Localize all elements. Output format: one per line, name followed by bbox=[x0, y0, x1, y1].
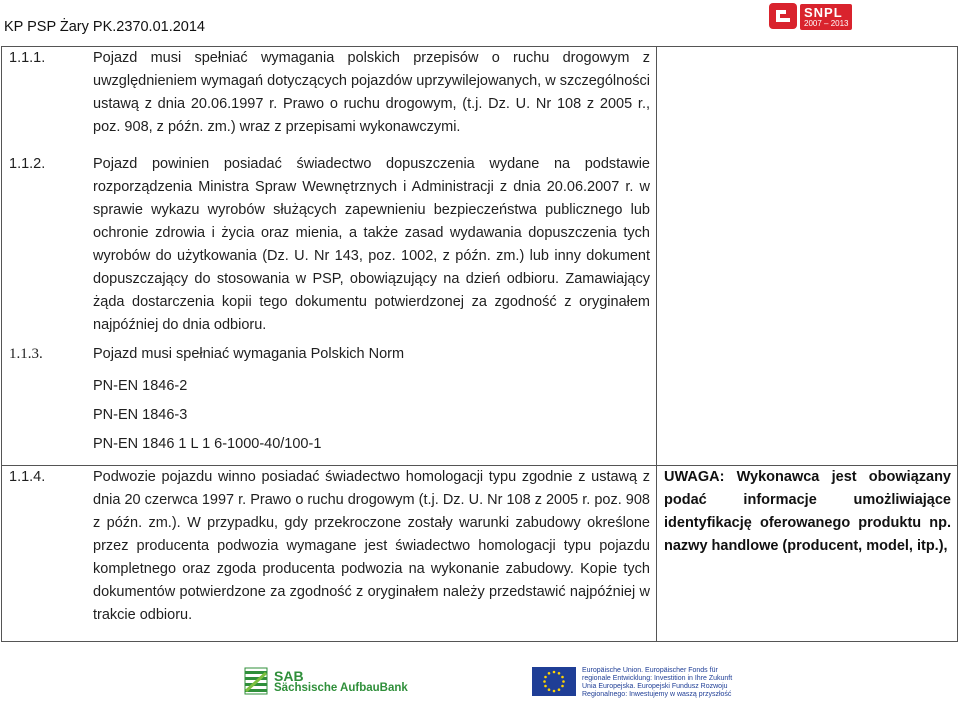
note-cell bbox=[657, 466, 958, 642]
eu-caption-line: Unia Europejska. Europejski Fundusz Rozwoju bbox=[582, 683, 728, 690]
standard-item: PN-EN 1846 1 L 1 6-1000-40/100-1 bbox=[93, 436, 322, 452]
item-text: Pojazd musi spełniać wymagania polskich przepisów o ruchu drogowym z uwzględnieniem wymagań dotyczących pojazdów uprzywilejowanych, w szczególności ustawą z dnia 20.06.1997 r. Prawo o ruchu drogowym, (t.j. Dz. U. Nr 108 z 2005 r., poz. 908, z późn. zm.) wraz z przepisami wykonawczymi. bbox=[93, 50, 650, 135]
requirements-table bbox=[1, 46, 958, 642]
eu-caption-line: Europäische Union. Europäischer Fonds für bbox=[582, 667, 718, 674]
document-reference: KP PSP Żary PK.2370.01.2014 bbox=[4, 19, 205, 35]
note-cell-empty bbox=[657, 47, 958, 466]
snpl-name: SNPL bbox=[804, 5, 843, 20]
item-text: Podwozie pojazdu winno posiadać świadectwo homologacji typu zgodnie z ustawą z dnia 20 czerwca 1997 r. Prawo o ruchu drogowym (t.j. Dz. U. Nr 108 z 2005 r. poz. 908 z późn. zm.). W przypadku, gdy przekroczone zostały warunki zabudowy określone przez producenta podwozia wymagane jest świadectwo homologacji typu pojazdu kompletnego oraz zgoda producenta podwozia na wykonanie zabudowy. Kopie tych dokumentów potwierdzone za zgodność z oryginałem należy przedstawić najpóźniej w trakcie odbioru. bbox=[93, 469, 650, 623]
eu-flag-icon bbox=[532, 667, 576, 696]
eu-logo bbox=[532, 667, 733, 698]
snpl-logo bbox=[768, 2, 854, 32]
table-row bbox=[2, 47, 958, 466]
item-text: Pojazd powinien posiadać świadectwo dopuszczenia wydane na podstawie rozporządzenia Ministra Spraw Wewnętrznych i Administracji z dnia 20.06.2007 r. w sprawie wykazu wyrobów służących zapewnieniu bezpieczeństwa publicznego lub ochronie zdrowia i życia oraz mienia, a także zasad wydawania dopuszczenia tych wyrobów do użytkowania (Dz. U. Nr 143, poz. 1002, z późn. zm.) lub inny dokument dopuszczający do stosowania w PSP, obowiązujący na dzień odbioru. Zamawiający żąda dostarczenia kopii tego dokumentu potwierdzonej za zgodność z oryginałem najpóźniej do dnia odbioru. bbox=[93, 156, 650, 333]
sab-full-name: Sächsische AufbauBank bbox=[274, 682, 408, 694]
snpl-badge bbox=[800, 4, 852, 30]
item-number: 1.1.2. bbox=[9, 156, 46, 172]
item-number: 1.1.1. bbox=[9, 50, 46, 66]
sab-logo bbox=[244, 667, 412, 697]
item-number: 1.1.3. bbox=[9, 346, 43, 362]
requirement-item bbox=[2, 466, 656, 641]
item-text: Pojazd musi spełniać wymagania Polskich Norm bbox=[93, 346, 405, 362]
snpl-mark-icon bbox=[768, 2, 798, 30]
note-text: UWAGA: Wykonawca jest obowiązany podać informacje umożliwiające identyfikację oferowanego produktu np. nazwy handlowe (producent, model, itp.), bbox=[664, 469, 951, 554]
sab-name: SAB bbox=[274, 668, 304, 684]
requirement-item bbox=[2, 337, 656, 465]
requirement-cell bbox=[2, 466, 657, 642]
saxony-coat-of-arms-icon bbox=[244, 667, 268, 695]
requirement-item bbox=[2, 139, 656, 337]
standard-item: PN-EN 1846-2 bbox=[93, 378, 188, 394]
table-row bbox=[2, 466, 958, 642]
standard-item: PN-EN 1846-3 bbox=[93, 407, 188, 423]
eu-caption-line: Regionalnego: Inwestujemy w waszą przyszłość bbox=[582, 691, 732, 698]
requirement-item bbox=[2, 47, 656, 139]
eu-caption-line: regionale Entwicklung: Investition in Ihre Zukunft bbox=[582, 675, 733, 682]
item-number: 1.1.4. bbox=[9, 469, 46, 485]
eu-caption bbox=[582, 667, 732, 699]
snpl-years: 2007 – 2013 bbox=[804, 19, 849, 28]
requirement-cell bbox=[2, 47, 657, 466]
